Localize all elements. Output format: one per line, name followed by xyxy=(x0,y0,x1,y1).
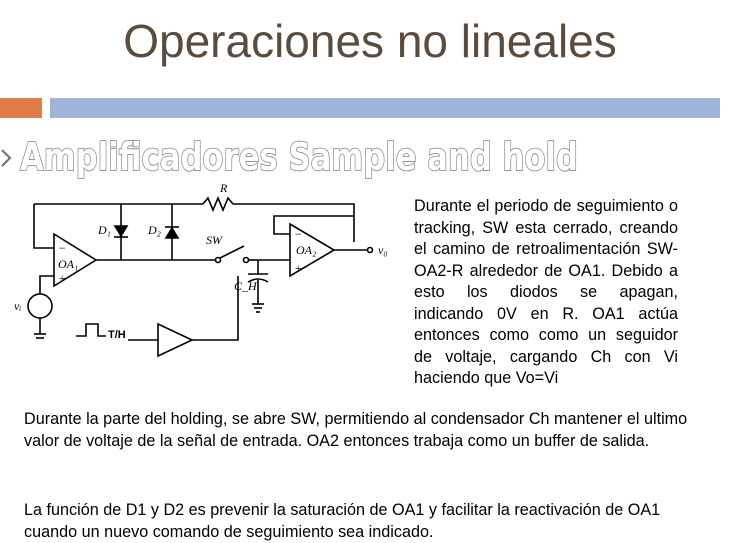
oa1-minus-sign: − xyxy=(58,241,67,255)
label-vo: v₀ xyxy=(378,243,388,257)
oa1-plus-sign: + xyxy=(58,271,67,285)
label-sw: SW xyxy=(206,233,222,247)
sample-hold-circuit-diagram xyxy=(8,176,412,410)
paragraph-tracking: Durante el periodo de seguimiento o tracking, SW esta cerrado, creando el camino de retroalimentación SW-OA2-R alrededor de OA1. Debido a esto los diodos se apagan, indicando 0V en R. OA1 actúa entonces como como un seguidor de voltaje, cargando Ch con Vi haciendo que Vo=Vi xyxy=(414,197,678,387)
label-d1: D₁ xyxy=(98,223,111,237)
slide-title: Operaciones no lineales xyxy=(123,15,617,67)
label-oa1: OA₁ xyxy=(58,257,79,271)
paragraph-diodes: La función de D1 y D2 es prevenir la saturación de OA1 y facilitar la reactivación de OA1 cuando un nuevo comando de seguimiento sea indicado. xyxy=(24,501,661,541)
accent-bar-blue xyxy=(50,98,720,118)
label-d2: D₂ xyxy=(148,223,161,237)
label-oa2: OA₂ xyxy=(296,243,317,257)
label-th: T/H xyxy=(108,329,126,341)
label-r: R xyxy=(220,181,228,195)
oa2-plus-sign: + xyxy=(294,261,303,275)
label-vi: vᵢ xyxy=(14,299,22,313)
heading-text: Amplificadores Sample and hold xyxy=(20,135,578,179)
label-ch: C_H xyxy=(234,279,257,293)
accent-bar-orange xyxy=(0,98,42,118)
bullet-arrow-icon xyxy=(0,146,14,170)
oa2-minus-sign: − xyxy=(294,227,303,241)
paragraph-holding: Durante la parte del holding, se abre SW, permitiendo al condensador Ch mantener el ultimo valor de voltaje de la señal de entrada. OA2 entonces trabaja como un buffer de salida. xyxy=(24,410,688,450)
